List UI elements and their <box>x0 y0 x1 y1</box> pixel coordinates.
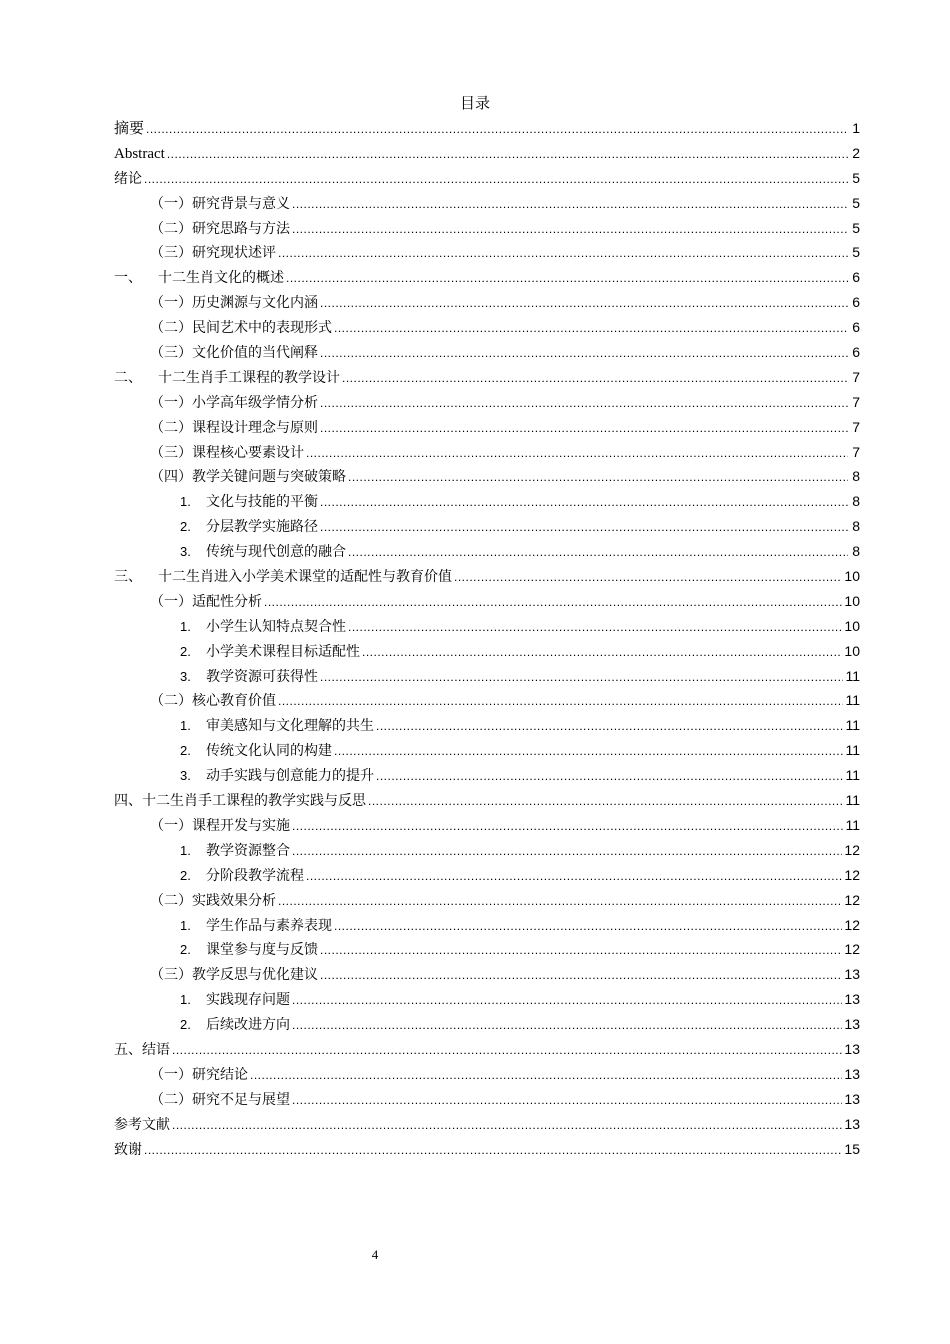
toc-entry-page: 13 <box>844 1016 860 1033</box>
toc-entry[interactable] <box>114 290 860 315</box>
dot-leader <box>172 1037 842 1063</box>
dot-leader <box>306 440 848 466</box>
toc-entry-page: 12 <box>844 916 860 933</box>
toc-entry-page: 15 <box>844 1140 860 1157</box>
toc-entry-number: 一、 <box>114 269 142 286</box>
toc-entry[interactable] <box>114 1137 860 1162</box>
toc-entry-page: 8 <box>852 493 860 510</box>
toc-entry-page: 8 <box>852 518 860 535</box>
dot-leader <box>334 315 848 341</box>
toc-entry-title: （一）小学高年级学情分析 <box>150 393 318 410</box>
dot-leader <box>376 763 843 789</box>
toc-entry[interactable] <box>114 987 860 1012</box>
toc-entry[interactable] <box>114 1087 860 1112</box>
toc-entry-title: 十二生肖进入小学美术课堂的适配性与教育价值 <box>158 568 452 585</box>
dot-leader <box>292 1012 842 1038</box>
toc-entry-title: （二）实践效果分析 <box>150 891 276 908</box>
dot-leader <box>264 589 842 615</box>
toc-entry-title: （二）课程设计理念与原则 <box>150 418 318 435</box>
toc-entry-title: 学生作品与素养表现 <box>206 916 332 933</box>
dot-leader <box>320 340 848 366</box>
toc-entry[interactable] <box>114 838 860 863</box>
toc-entry[interactable] <box>114 489 860 514</box>
dot-leader <box>292 191 848 217</box>
toc-entry-number: 1. <box>180 718 191 734</box>
toc-entry[interactable] <box>114 415 860 440</box>
dot-leader <box>278 688 843 714</box>
toc-entry[interactable] <box>114 614 860 639</box>
dot-leader <box>320 514 848 540</box>
dot-leader <box>334 913 842 939</box>
dot-leader <box>144 166 848 192</box>
dot-leader <box>306 863 842 889</box>
toc-entry-number: 3. <box>180 668 191 684</box>
toc-entry[interactable] <box>114 913 860 938</box>
toc-entry-page: 6 <box>852 269 860 286</box>
toc-entry[interactable] <box>114 464 860 489</box>
toc-entry-page: 11 <box>845 717 860 734</box>
dot-leader <box>348 464 848 490</box>
toc-entry-number: 2. <box>180 643 191 659</box>
toc-entry-page: 5 <box>852 244 860 261</box>
toc-entry-page: 8 <box>852 468 860 485</box>
toc-entry-number: 1. <box>180 618 191 634</box>
dot-leader <box>172 1112 842 1138</box>
toc-entry[interactable] <box>114 440 860 465</box>
toc-entry-title: （一）研究结论 <box>150 1065 248 1082</box>
toc-entry-number: 2. <box>180 519 191 535</box>
toc-entry-page: 7 <box>852 368 860 385</box>
dot-leader <box>250 1062 842 1088</box>
toc-entry-number: 2. <box>180 867 191 883</box>
dot-leader <box>320 489 848 515</box>
dot-leader <box>368 788 843 814</box>
toc-entry[interactable] <box>114 390 860 415</box>
toc-entry[interactable] <box>114 1012 860 1037</box>
toc-title: 目录 <box>459 95 490 112</box>
toc-entry-page: 12 <box>844 891 860 908</box>
dot-leader <box>292 216 848 242</box>
toc-entry-title: 文化与技能的平衡 <box>206 493 318 510</box>
toc-entry-number: 2. <box>180 942 191 958</box>
toc-entry-page: 5 <box>852 169 860 186</box>
toc-entry-title: 小学美术课程目标适配性 <box>206 642 360 659</box>
toc-entry-page: 11 <box>845 767 860 784</box>
toc-entry-page: 7 <box>852 443 860 460</box>
dot-leader <box>320 937 842 963</box>
toc-entry[interactable] <box>114 589 860 614</box>
dot-leader <box>292 987 842 1013</box>
toc-entry[interactable] <box>114 788 860 813</box>
toc-entry[interactable] <box>114 265 860 290</box>
toc-entry[interactable] <box>114 141 860 166</box>
toc-entry-title: （三）教学反思与优化建议 <box>150 966 318 983</box>
toc-entry-number: 2. <box>180 1017 191 1033</box>
dot-leader <box>278 240 848 266</box>
toc-entry-title: 课堂参与度与反馈 <box>206 941 318 958</box>
dot-leader <box>320 962 842 988</box>
toc-entry-page: 10 <box>844 617 860 634</box>
dot-leader <box>320 664 843 690</box>
toc-entry-title: Abstract <box>114 145 165 162</box>
toc-entry-page: 13 <box>844 1065 860 1082</box>
toc-entry-page: 11 <box>845 792 860 809</box>
toc-entry-page: 11 <box>845 742 860 759</box>
toc-entry[interactable] <box>114 315 860 340</box>
toc-entry-number: 1. <box>180 842 191 858</box>
toc-entry[interactable] <box>114 1112 860 1137</box>
toc-entry-page: 13 <box>844 1115 860 1132</box>
toc-entry-title: （二）研究思路与方法 <box>150 219 290 236</box>
toc-entry-title: 实践现存问题 <box>206 991 290 1008</box>
toc-entry-title: 分层教学实施路径 <box>206 518 318 535</box>
toc-entry[interactable] <box>114 888 860 913</box>
page-number: 4 <box>371 1247 379 1262</box>
dot-leader <box>320 290 848 316</box>
toc-entry-page: 13 <box>844 966 860 983</box>
toc-entry[interactable] <box>114 937 860 962</box>
toc-entry-title: 教学资源整合 <box>206 841 290 858</box>
toc-entry-title: 参考文献 <box>114 1115 170 1132</box>
toc-entry-number: 3. <box>180 768 191 784</box>
toc-entry[interactable] <box>114 962 860 987</box>
toc-entry-title: 分阶段教学流程 <box>206 866 304 883</box>
toc-entry[interactable] <box>114 763 860 788</box>
dot-leader <box>342 365 848 391</box>
toc-entry[interactable] <box>114 1062 860 1087</box>
dot-leader <box>334 738 843 764</box>
toc-entry-title: 十二生肖文化的概述 <box>158 269 284 286</box>
toc-entry[interactable] <box>114 539 860 564</box>
toc-entry-number: 二、 <box>114 368 142 385</box>
toc-entry-number: 2. <box>180 743 191 759</box>
toc-entry-title: 审美感知与文化理解的共生 <box>206 717 374 734</box>
toc-entry-title: （三）文化价值的当代阐释 <box>150 344 318 361</box>
toc-entry-title: 后续改进方向 <box>206 1016 290 1033</box>
toc-entry-page: 13 <box>844 1090 860 1107</box>
toc-entry-page: 2 <box>852 144 860 161</box>
dot-leader <box>286 265 848 291</box>
toc-entry-title: 致谢 <box>114 1140 142 1157</box>
toc-entry-title: （一）研究背景与意义 <box>150 194 290 211</box>
toc-entry-title: 四、十二生肖手工课程的教学实践与反思 <box>114 792 366 809</box>
dot-leader <box>292 1087 842 1113</box>
toc-entry[interactable] <box>114 813 860 838</box>
dot-leader <box>146 116 848 142</box>
toc-entry-page: 13 <box>844 991 860 1008</box>
toc-entry-number: 1. <box>180 917 191 933</box>
toc-entry-page: 10 <box>844 568 860 585</box>
toc-entry-page: 10 <box>844 592 860 609</box>
toc-entry-page: 6 <box>852 319 860 336</box>
toc-entry[interactable] <box>114 1037 860 1062</box>
toc-entry-page: 13 <box>844 1040 860 1057</box>
toc-entry-page: 6 <box>852 344 860 361</box>
toc-entry-title: （三）研究现状述评 <box>150 244 276 261</box>
toc-entry-title: 小学生认知特点契合性 <box>206 617 346 634</box>
toc-entry-title: 五、结语 <box>114 1040 170 1057</box>
toc-entry[interactable] <box>114 340 860 365</box>
toc-entry-page: 11 <box>845 816 860 833</box>
dot-leader <box>362 639 842 665</box>
toc-entry-title: （一）历史渊源与文化内涵 <box>150 294 318 311</box>
toc-entry-page: 8 <box>852 543 860 560</box>
toc-entry-title: 教学资源可获得性 <box>206 667 318 684</box>
toc-entry-page: 5 <box>852 219 860 236</box>
dot-leader <box>278 888 842 914</box>
toc-entry-number: 1. <box>180 494 191 510</box>
toc-entry[interactable] <box>114 639 860 664</box>
toc-entry-title: （一）适配性分析 <box>150 592 262 609</box>
toc-entry[interactable] <box>114 688 860 713</box>
dot-leader <box>292 838 842 864</box>
toc-entry-number: 三、 <box>114 568 142 585</box>
toc-entry-title: （二）研究不足与展望 <box>150 1090 290 1107</box>
toc-entry-number: 3. <box>180 544 191 560</box>
dot-leader <box>320 415 848 441</box>
toc-entry-title: 传统文化认同的构建 <box>206 742 332 759</box>
toc-entry[interactable] <box>114 863 860 888</box>
toc-entry[interactable] <box>114 166 860 191</box>
toc-entry[interactable] <box>114 664 860 689</box>
dot-leader <box>167 141 848 167</box>
dot-leader <box>320 390 848 416</box>
toc-entry-page: 12 <box>844 941 860 958</box>
toc-entry-page: 1 <box>852 120 860 136</box>
table-of-contents <box>114 116 860 1161</box>
dot-leader <box>376 713 843 739</box>
toc-entry-page: 7 <box>852 393 860 410</box>
toc-entry-page: 11 <box>845 667 860 684</box>
toc-entry[interactable] <box>114 564 860 589</box>
toc-entry-title: （四）教学关键问题与突破策略 <box>150 468 346 485</box>
toc-entry[interactable] <box>114 365 860 390</box>
toc-entry-title: 摘要 <box>114 121 145 137</box>
toc-entry-page: 6 <box>852 294 860 311</box>
dot-leader <box>348 614 842 640</box>
toc-entry[interactable] <box>114 713 860 738</box>
toc-entry-page: 12 <box>844 841 860 858</box>
toc-entry-title: 十二生肖手工课程的教学设计 <box>158 368 340 385</box>
dot-leader <box>144 1137 842 1163</box>
toc-entry-title: 传统与现代创意的融合 <box>206 543 346 560</box>
toc-entry-title: （二）核心教育价值 <box>150 692 276 709</box>
toc-entry-number: 1. <box>180 992 191 1008</box>
toc-entry[interactable] <box>114 240 860 265</box>
dot-leader <box>292 813 843 839</box>
toc-entry[interactable] <box>114 514 860 539</box>
toc-entry-page: 10 <box>844 642 860 659</box>
toc-entry-title: 动手实践与创意能力的提升 <box>206 767 374 784</box>
toc-entry[interactable] <box>114 738 860 763</box>
toc-entry-title: （二）民间艺术中的表现形式 <box>150 319 332 336</box>
toc-entry-title: 绪论 <box>114 169 142 186</box>
toc-entry-page: 5 <box>852 194 860 211</box>
toc-entry[interactable] <box>114 191 860 216</box>
toc-entry[interactable] <box>114 216 860 241</box>
toc-entry[interactable] <box>114 116 860 141</box>
toc-entry-title: （三）课程核心要素设计 <box>150 443 304 460</box>
toc-entry-page: 7 <box>852 418 860 435</box>
dot-leader <box>348 539 848 565</box>
toc-entry-title: （一）课程开发与实施 <box>150 816 290 833</box>
toc-entry-page: 11 <box>845 692 860 709</box>
dot-leader <box>454 564 842 590</box>
toc-entry-page: 12 <box>844 866 860 883</box>
